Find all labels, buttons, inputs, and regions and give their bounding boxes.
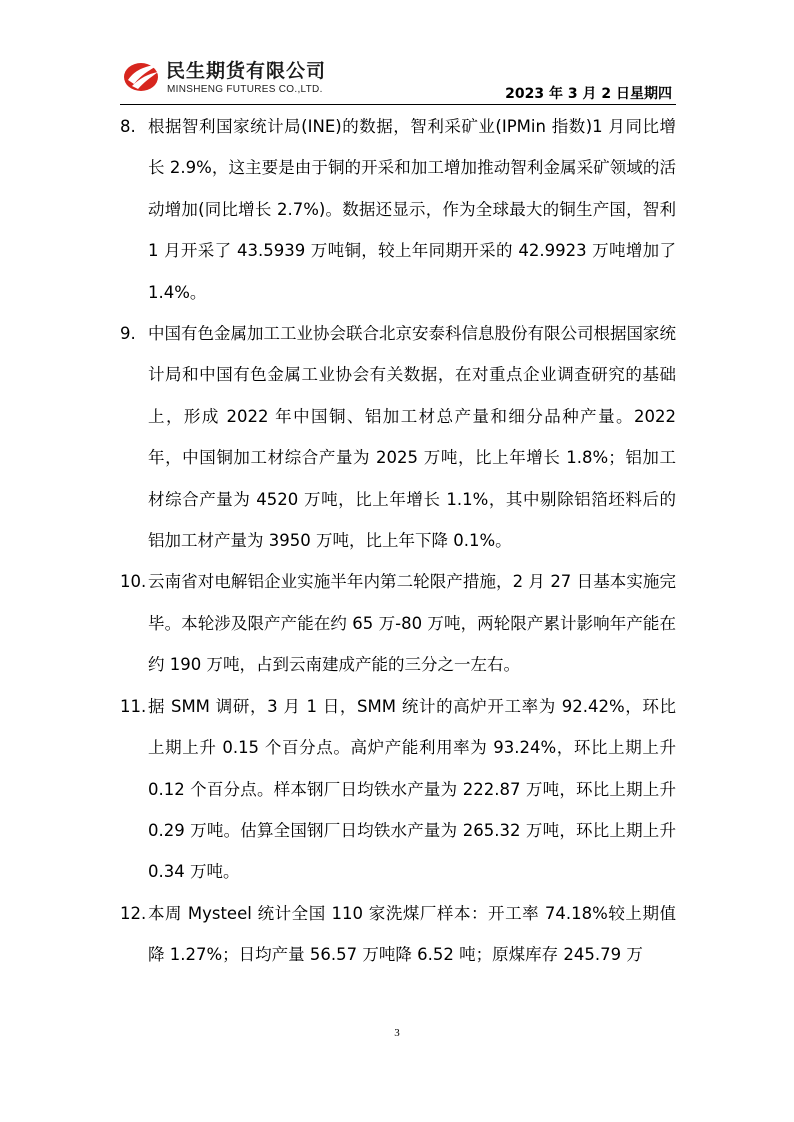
page-header [120, 52, 676, 104]
item-number: 9. [120, 324, 136, 344]
page-number: 3 [394, 1027, 400, 1039]
item-number: 10. [120, 572, 147, 592]
list-item [120, 561, 676, 685]
item-text: 中国有色金属加工工业协会联合北京安泰科信息股份有限公司根据国家统计局和中国有色金属工业协会有关数据，在对重点企业调查研究的基础上，形成 2022 年中国铜、铝加工材总产量和细分品种产量。2022 年，中国铜加工材综合产量为 2025 万吨，比上年增长 1.8%；铝加工材综合产量为 4520 万吨，比上年增长 1.1%，其中剔除铝箔坯料后的铝加工材产量为 3950 万吨，比上年下降 0.1%。 [148, 324, 676, 551]
report-date: 2023 年 3 月 2 日星期四 [505, 86, 672, 102]
item-number: 12. [120, 903, 147, 923]
item-text: 据 SMM 调研，3 月 1 日，SMM 统计的高炉开工率为 92.42%，环比上期上升 0.15 个百分点。高炉产能利用率为 93.24%，环比上期上升 0.12 个百分点。样本钢厂日均铁水产量为 222.87 万吨，环比上期上升 0.29 万吨。估算全国钢厂日均铁水产量为 265.32 万吨，环比上期上升 0.34 万吨。 [148, 696, 676, 882]
list-item [120, 106, 676, 313]
item-number: 8. [120, 117, 136, 136]
news-list [120, 106, 676, 976]
item-text: 本周 Mysteel 统计全国 110 家洗煤厂样本：开工率 74.18%较上期值降 1.27%；日均产量 56.57 万吨降 6.52 吨；原煤库存 245.79 万 [148, 903, 676, 965]
minsheng-logo-icon [122, 58, 162, 94]
item-text: 根据智利国家统计局(INE)的数据，智利采矿业(IPMin 指数)1 月同比增长 2.9%，这主要是由于铜的开采和加工增加推动智利金属采矿领域的活动增加(同比增长 2.7%)。数据还显示，作为全球最大的铜生产国，智利 1 月开采了 43.5939 万吨铜，较上年同期开采的 42.9923 万吨增加了 1.4%。 [148, 117, 676, 302]
list-item [120, 893, 676, 976]
item-number: 11. [120, 696, 147, 716]
header-divider [120, 104, 676, 105]
item-text: 云南省对电解铝企业实施半年内第二轮限产措施，2 月 27 日基本实施完毕。本轮涉及限产产能在约 65 万-80 万吨，两轮限产累计影响年产能在约 190 万吨，占到云南建成产能的三分之一左右。 [148, 572, 676, 675]
company-name-en: MINSHENG FUTURES CO.,LTD. [167, 84, 323, 95]
company-name-cn: 民生期货有限公司 [166, 60, 327, 82]
list-item [120, 686, 676, 893]
list-item [120, 313, 676, 561]
